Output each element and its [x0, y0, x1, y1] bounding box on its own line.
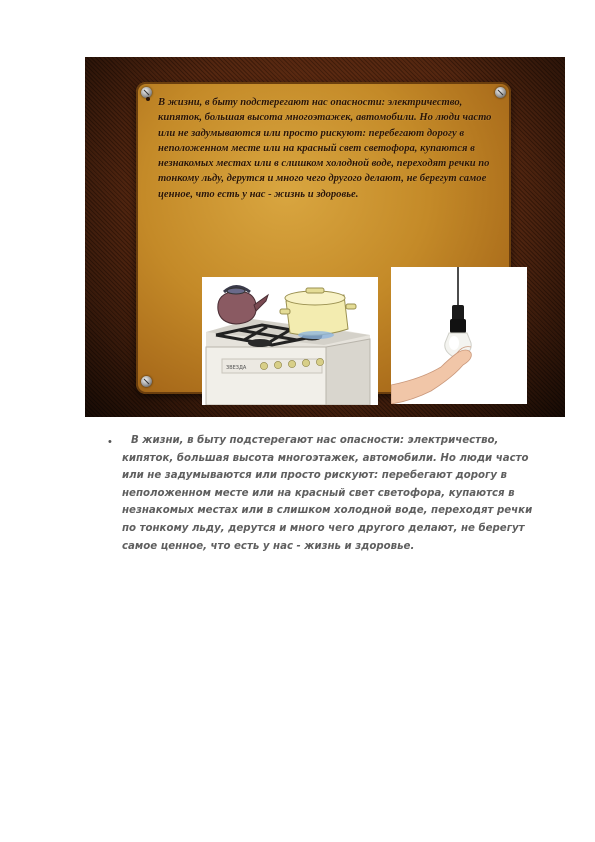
light-bulb-photo [391, 267, 527, 404]
stove-photo [202, 277, 378, 405]
screw-top-right-icon [495, 87, 506, 98]
slide-image [85, 57, 565, 417]
slide-bullet-icon [146, 97, 150, 101]
light-bulb-illustration [391, 267, 527, 404]
slide-text: В жизни, в быту подстерегают нас опасности: электричество, кипяток, большая высота многоэтажек, автомобили. Но люди часто или не задумываются или просто рискуют: перебегают дорогу в неположенном месте или на красный свет светофора, купаются в незнакомых местах или в слишком холодной воде, переходят речки по тонкому льду, дерутся и много чего другого делают, не берегут самое ценное, что есть у нас - жизнь и здоровье. [158, 97, 492, 200]
body-paragraph: В жизни, в быту подстерегают нас опасности: электричество, кипяток, большая высота многоэтажек, автомобили. Но люди часто или не задумываются или просто рискуют: перебегают дорогу в неположенном месте или на красный свет светофора, купаются в незнакомых местах или в слишком холодной воде, переходят речки по тонкому льду, дерутся и много чего другого делают, не берегут самое ценное, что есть у нас - жизнь и здоровье. [122, 435, 533, 552]
stove-brand-label: ЗВЕЗДА [226, 365, 247, 371]
screw-bottom-left-icon [141, 376, 152, 387]
wooden-plaque [136, 82, 511, 394]
body-bullet-icon: • [108, 436, 112, 448]
stove-illustration [202, 277, 378, 405]
